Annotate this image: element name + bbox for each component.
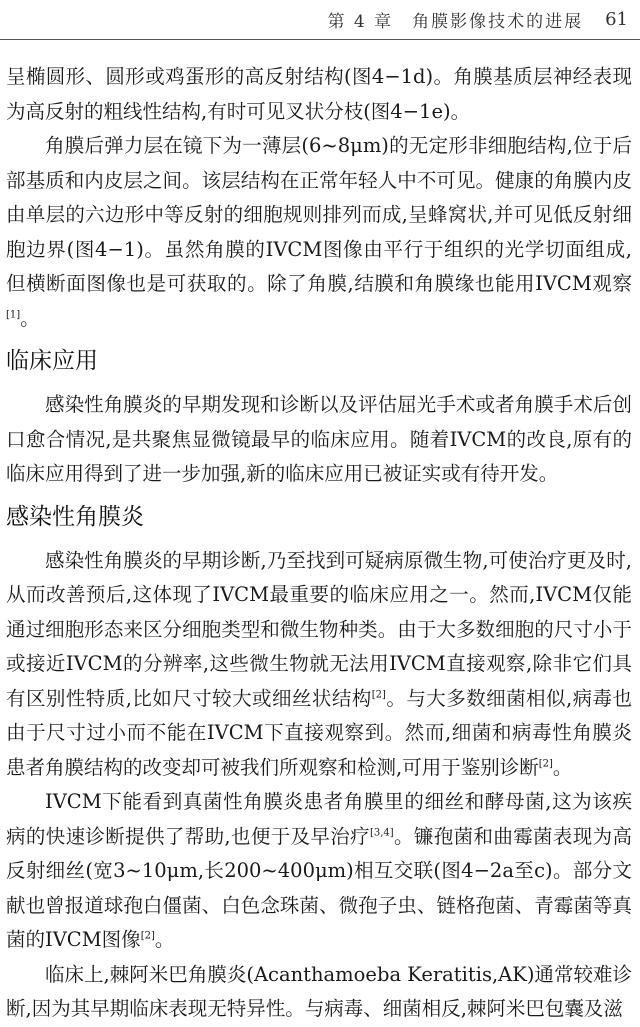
- paragraph-end: 。: [154, 928, 175, 951]
- paragraph-end: 。: [20, 306, 40, 330]
- paragraph-fungal: [6, 785, 632, 958]
- paragraph-text: IVCM下能看到真菌性角膜炎患者角膜里的细丝和酵母菌,这为该疾病的快速诊断提供了帮助,也便于及早治疗: [6, 790, 632, 848]
- paragraph-end: 。: [552, 755, 573, 779]
- paragraph-infectious: [6, 544, 632, 786]
- paragraph-text: 。与大多数细菌相似,病毒也由于尺寸过小而不能在IVCM下直接观察到。然而,细菌和病毒性角膜炎患者角膜结构的改变却可被我们所观察和检测,可用于鉴别诊断: [6, 686, 632, 779]
- paragraph-text: 角膜后弹力层在镜下为一薄层(6~8μm)的无定形非细胞结构,位于后部基质和内皮层之间。该层结构在正常年轻人中不可见。健康的角膜内皮由单层的六边形中等反射的细胞规则排列而成,呈蜂窝状,并可见低反射细胞边界(图4−1)。虽然角膜的IVCM图像由平行于组织的光学切面组成,但横断面图像也是可获取的。除了角膜,结膜和角膜缘也能用IVCM观察: [6, 134, 632, 295]
- citation: [2]: [140, 930, 155, 942]
- paragraph-text: 感染性角膜炎的早期诊断,乃至找到可疑病原微生物,可使治疗更及时,从而改善预后,这体现了IVCM最重要的临床应用之一。然而,IVCM仅能通过细胞形态来区分细胞类型和微生物种类。由于大多数细胞的尺寸小于或接近IVCM的分辨率,这些微生物就无法用IVCM直接观察,除非它们具有区别性特质,比如尺寸较大或细丝状结构: [6, 548, 632, 710]
- paragraph-descemet: [6, 129, 632, 336]
- citation: [3,4]: [369, 827, 394, 838]
- running-header: [0, 0, 640, 40]
- section-heading-clinical: 临床应用: [6, 348, 98, 374]
- paragraph-clinical: 感染性角膜炎的早期发现和诊断以及评估屈光手术或者角膜手术后创口愈合情况,是共聚焦显微镜最早的临床应用。随着IVCM的改良,原有的临床应用得到了进一步加强,新的临床应用已被证实或有待开发。: [6, 393, 632, 485]
- citation: [1]: [6, 309, 21, 320]
- citation: [2]: [371, 689, 386, 700]
- paragraph-continuation: 呈椭圆形、圆形或鸡蛋形的高反射结构(图4−1d)。角膜基质层神经表现为高反射的粗线性结构,有时可见叉状分枝(图4−1e)。: [6, 65, 632, 123]
- paragraph-acanthamoeba: 临床上,棘阿米巴角膜炎(Acanthamoeba Keratitis,AK)通常较难诊断,因为其早期临床表现无特异性。与病毒、细菌相反,棘阿米巴包囊及滋: [6, 962, 632, 1020]
- page-body: [6, 60, 632, 1027]
- citation: [2]: [538, 758, 553, 769]
- section-heading-infectious: 感染性角膜炎: [6, 503, 144, 530]
- chapter-title: 第 4 章 角膜影像技术的进展: [327, 12, 584, 32]
- paragraph-text: 。镰孢菌和曲霉菌表现为高反射细丝(宽3~10μm,长200~400μm)相互交联(图4−2a至c)。部分文献也曾报道球孢白僵菌、白色念珠菌、微孢子虫、链格孢菌、青霉菌等真菌的IVCM图像: [6, 824, 632, 951]
- page-number: 61: [605, 9, 628, 30]
